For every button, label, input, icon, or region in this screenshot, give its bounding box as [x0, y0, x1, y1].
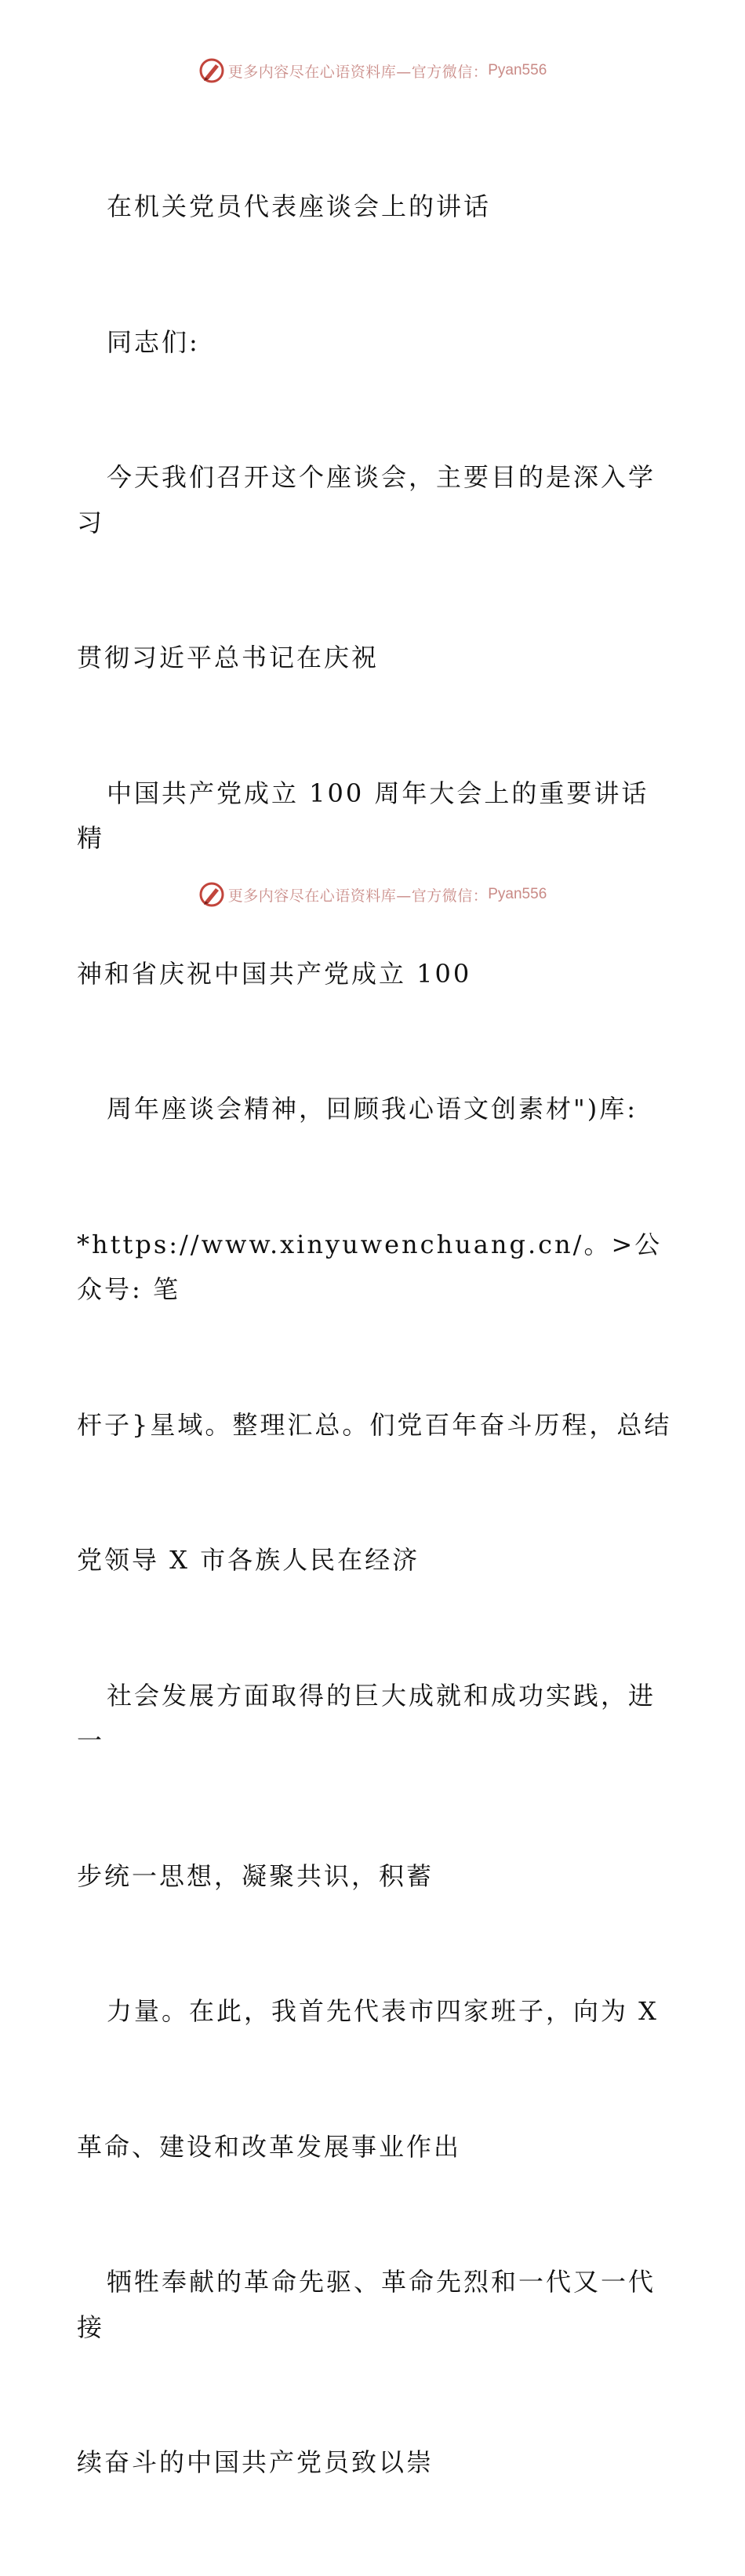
document-body — [77, 94, 673, 2576]
text-line: 力量。在此，我首先代表市四家班子，向为 X — [107, 1996, 659, 2026]
text-line: 同志们: — [107, 326, 200, 357]
text-line: 今天我们召开这个座谈会，主要目的是深入学习 — [77, 462, 656, 537]
text-line: 中国共产党成立 100 周年大会上的重要讲话精 — [77, 778, 649, 853]
watermark-text: 更多内容尽在心语资料库—官方微信： — [227, 63, 489, 81]
text-line: 续奋斗的中国共产党员致以崇 — [77, 2447, 434, 2477]
watermark-wechat-id: Pyan556 — [488, 62, 547, 78]
text-line: *https://www.xinyuwenchuang.cn/。>公众号: 笔 — [77, 1229, 663, 1304]
text-line: 杆子}星域。整理汇总。们党百年奋斗历程，总结 — [77, 1409, 672, 1440]
header-watermark — [0, 56, 745, 85]
pen-logo-icon — [198, 57, 225, 84]
text-line: 贯彻习近平总书记在庆祝 — [77, 643, 380, 672]
speech-text — [77, 94, 673, 2576]
watermark-wechat-id: Pyan556 — [488, 886, 547, 902]
text-line: 神和省庆祝中国共产党成立 100 — [77, 958, 472, 989]
text-line: 步统一思想，凝聚共识，积蓄 — [77, 1860, 434, 1891]
text-line: 社会发展方面取得的巨大成就和成功实践，进一 — [77, 1680, 656, 1755]
text-line: 周年座谈会精神，回顾我心语文创素材")库: — [107, 1094, 638, 1124]
watermark-text: 更多内容尽在心语资料库—官方微信： — [227, 887, 489, 905]
text-line: 党领导 X 市各族人民在经济 — [77, 1545, 420, 1575]
footer-watermark — [0, 880, 745, 909]
text-line: 革命、建设和改革发展事业作出 — [77, 2131, 462, 2162]
text-line: 在机关党员代表座谈会上的讲话 — [107, 191, 492, 221]
pen-logo-icon — [198, 881, 225, 908]
text-line: 牺牲奉献的革命先驱、革命先烈和一代又一代接 — [77, 2267, 656, 2342]
